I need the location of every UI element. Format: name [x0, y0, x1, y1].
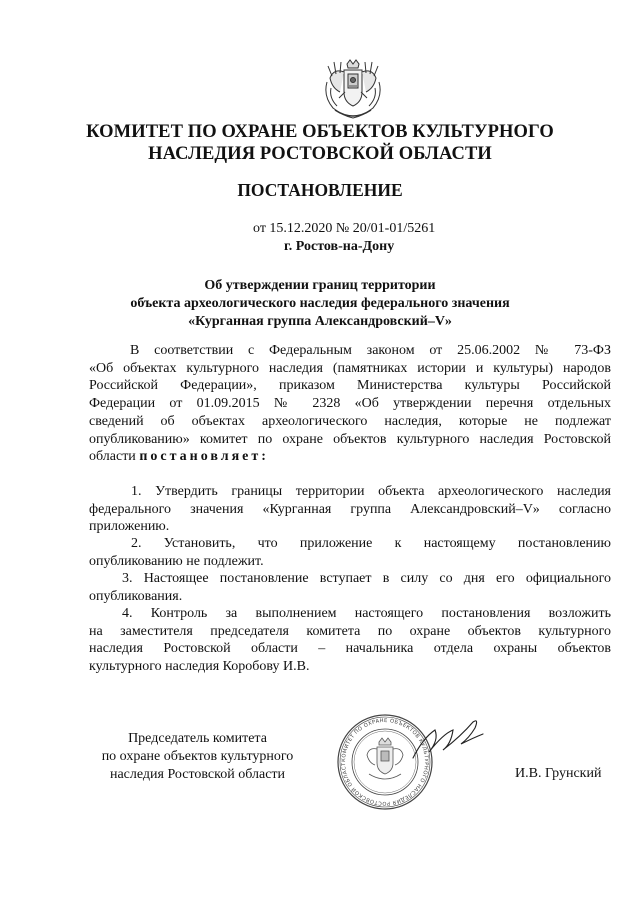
preamble-area: области: [89, 449, 136, 465]
preamble-line: В соответствии с Федеральным законом от 25.06.2002 № 73-ФЗ: [130, 343, 611, 358]
preamble-line: Федерации от 01.09.2015 № 2328 «Об утверждении перечня отдельных: [89, 396, 611, 412]
item-line: 2. Установить, что приложение к настоящему постановлению: [131, 536, 611, 551]
item-line: опубликованию не подлежит.: [89, 553, 264, 569]
item-line: приложению.: [89, 519, 170, 535]
item-line: опубликования.: [89, 588, 183, 604]
item-line: федерального значения «Курганная группа Александровский–V» согласно: [89, 501, 611, 517]
org-name-line1: КОМИТЕТ ПО ОХРАНЕ ОБЪЕКТОВ КУЛЬТУРНОГО: [86, 122, 554, 142]
preamble-line: сведений об объектах археологического наследия, которые не подлежат: [89, 413, 611, 429]
subject-line1: Об утверждении границ территории: [204, 278, 436, 293]
position-line: по охране объектов культурного: [101, 749, 294, 764]
item-line: 1. Утвердить границы территории объекта археологического наследия: [131, 484, 611, 499]
handwritten-signature-icon: [405, 718, 495, 768]
item-line: 3. Настоящее постановление вступает в силу со дня его официального: [122, 571, 611, 586]
coat-of-arms-icon: [317, 58, 389, 124]
decree-word: постановляет:: [139, 449, 269, 465]
item-4: [89, 605, 611, 676]
position-line: наследия Ростовской области: [109, 767, 286, 782]
position-line: Председатель комитета: [128, 731, 267, 746]
preamble-line: «Об объектах культурного наследия (памятниках истории и культуры) народов: [89, 360, 611, 376]
item-2: [89, 535, 611, 570]
subject-line2: объекта археологического наследия федерального значения: [130, 296, 510, 311]
subject-line3: «Курганная группа Александровский–V»: [188, 314, 452, 329]
document-type: ПОСТАНОВЛЕНИЕ: [237, 180, 403, 200]
seal-text: КОМИТЕТ ПО ОХРАНЕ ОБЪЕКТОВ КУЛЬТУРНОГО НАСЛЕДИЯ РОСТОВСКОЙ ОБЛАСТ: [340, 717, 430, 807]
item-line: культурного наследия Коробову И.В.: [89, 659, 310, 675]
preamble-line: [89, 448, 611, 466]
preamble-line: опубликованию» комитет по охране объектов культурного наследия Ростовской: [89, 431, 611, 447]
org-name-line2: НАСЛЕДИЯ РОСТОВСКОЙ ОБЛАСТИ: [148, 144, 492, 164]
city: г. Ростов-на-Дону: [284, 239, 395, 254]
signatory-name: И.В. Грунский: [515, 766, 602, 781]
item-line: 4. Контроль за выполнением настоящего постановления возложить: [122, 606, 611, 621]
item-3: [89, 570, 611, 605]
preamble-line: Российской Федерации», приказом Министерства культуры Российской: [89, 378, 611, 394]
item-line: на заместителя председателя комитета по охране объектов культурного: [89, 623, 611, 639]
signatory-position: [80, 730, 315, 784]
preamble: [89, 342, 611, 466]
date-number: от 15.12.2020 № 20/01-01/5261: [253, 221, 436, 236]
item-1: [89, 483, 611, 536]
item-line: наследия Ростовской области – начальника отдела охраны объектов: [89, 641, 611, 657]
